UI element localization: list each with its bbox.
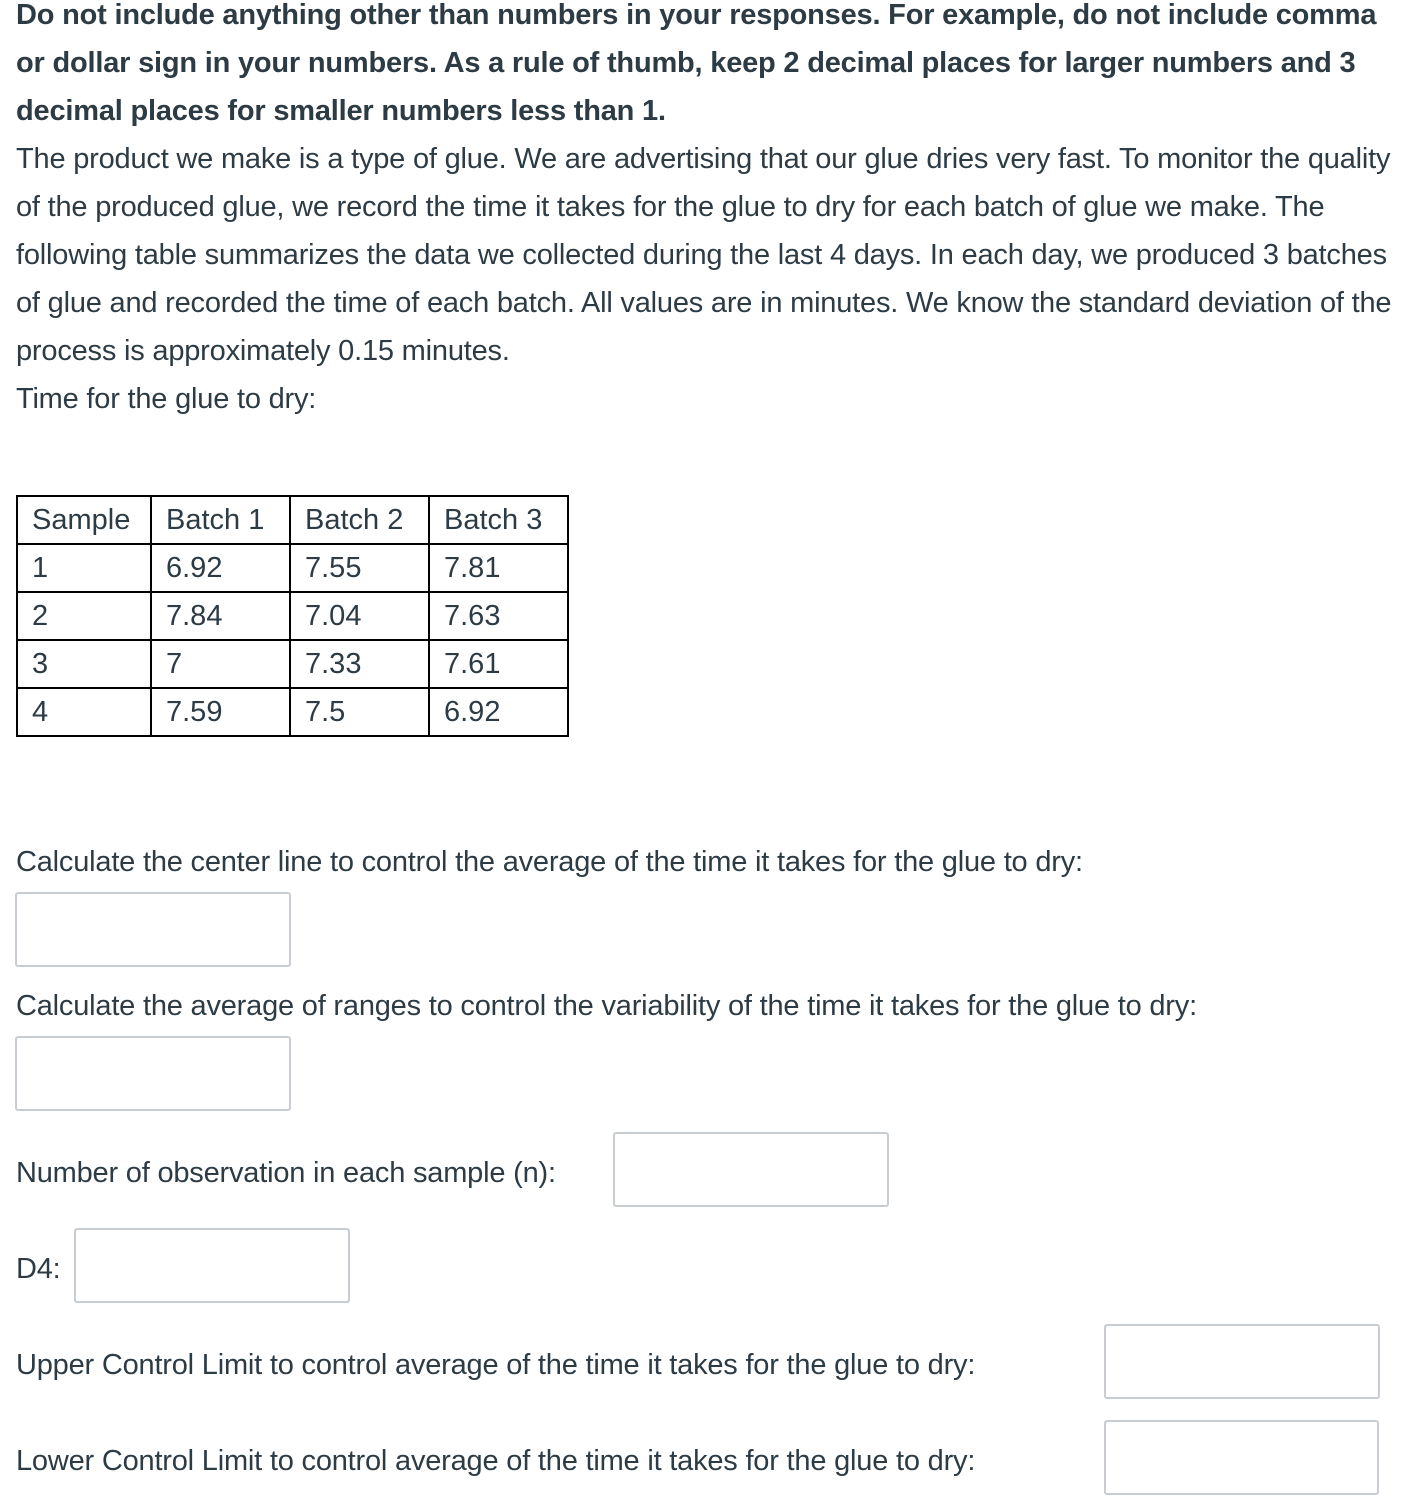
table-caption: Time for the glue to dry: [16, 383, 317, 415]
table-row [17, 640, 568, 688]
table-cell: 7 [151, 640, 290, 688]
table-cell: 7.55 [290, 544, 429, 592]
table-cell: 7.5 [290, 688, 429, 736]
table-row [17, 592, 568, 640]
table-row [17, 688, 568, 736]
table-cell: 7.33 [290, 640, 429, 688]
ucl-input[interactable] [1104, 1324, 1380, 1399]
table-cell: 7.04 [290, 592, 429, 640]
table-cell: 7.61 [429, 640, 568, 688]
table-cell: 2 [17, 592, 151, 640]
table-cell: 6.92 [429, 688, 568, 736]
problem-description: The product we make is a type of glue. We are advertising that our glue dries very fast. To monitor the quality of the produced glue, we record the time it takes for the glue to dry for each batch of glue we make. The following table summarizes the data we collected during the last 4 days. In each day, we produced 3 batches of glue and recorded the time of each batch. All values are in minutes. We know the standard deviation of the process is approximately 0.15 minutes. [16, 143, 1392, 367]
table-header-cell: Batch 3 [429, 496, 568, 544]
instructions-text: Do not include anything other than numbers in your responses. For example, do not include comma or dollar sign in your numbers. As a rule of thumb, keep 2 decimal places for larger numbers and 3 decimal places for smaller numbers less than 1. [16, 0, 1377, 127]
table-cell: 7.84 [151, 592, 290, 640]
table-cell: 4 [17, 688, 151, 736]
table-header-row [17, 496, 568, 544]
table-cell: 6.92 [151, 544, 290, 592]
table-cell: 1 [17, 544, 151, 592]
ucl-question: Upper Control Limit to control average of the time it takes for the glue to dry: [16, 1349, 976, 1381]
n-observations-input[interactable] [613, 1132, 889, 1207]
table-cell: 7.81 [429, 544, 568, 592]
lcl-question: Lower Control Limit to control average of the time it takes for the glue to dry: [16, 1445, 976, 1477]
d4-question: D4: [16, 1253, 61, 1285]
table-cell: 7.59 [151, 688, 290, 736]
table-header-cell: Sample [17, 496, 151, 544]
table-header-cell: Batch 1 [151, 496, 290, 544]
average-ranges-input[interactable] [15, 1036, 291, 1111]
table-cell: 3 [17, 640, 151, 688]
center-line-question: Calculate the center line to control the average of the time it takes for the glue to dry: [16, 846, 1083, 878]
table-header-cell: Batch 2 [290, 496, 429, 544]
glue-dry-time-table [16, 495, 569, 737]
center-line-input[interactable] [15, 892, 291, 967]
lcl-input[interactable] [1104, 1420, 1379, 1495]
table-row [17, 544, 568, 592]
table-cell: 7.63 [429, 592, 568, 640]
average-ranges-question: Calculate the average of ranges to control the variability of the time it takes for the glue to dry: [16, 990, 1197, 1022]
question-content [16, 0, 1411, 728]
n-observations-question: Number of observation in each sample (n): [16, 1157, 556, 1189]
d4-input[interactable] [74, 1228, 350, 1303]
